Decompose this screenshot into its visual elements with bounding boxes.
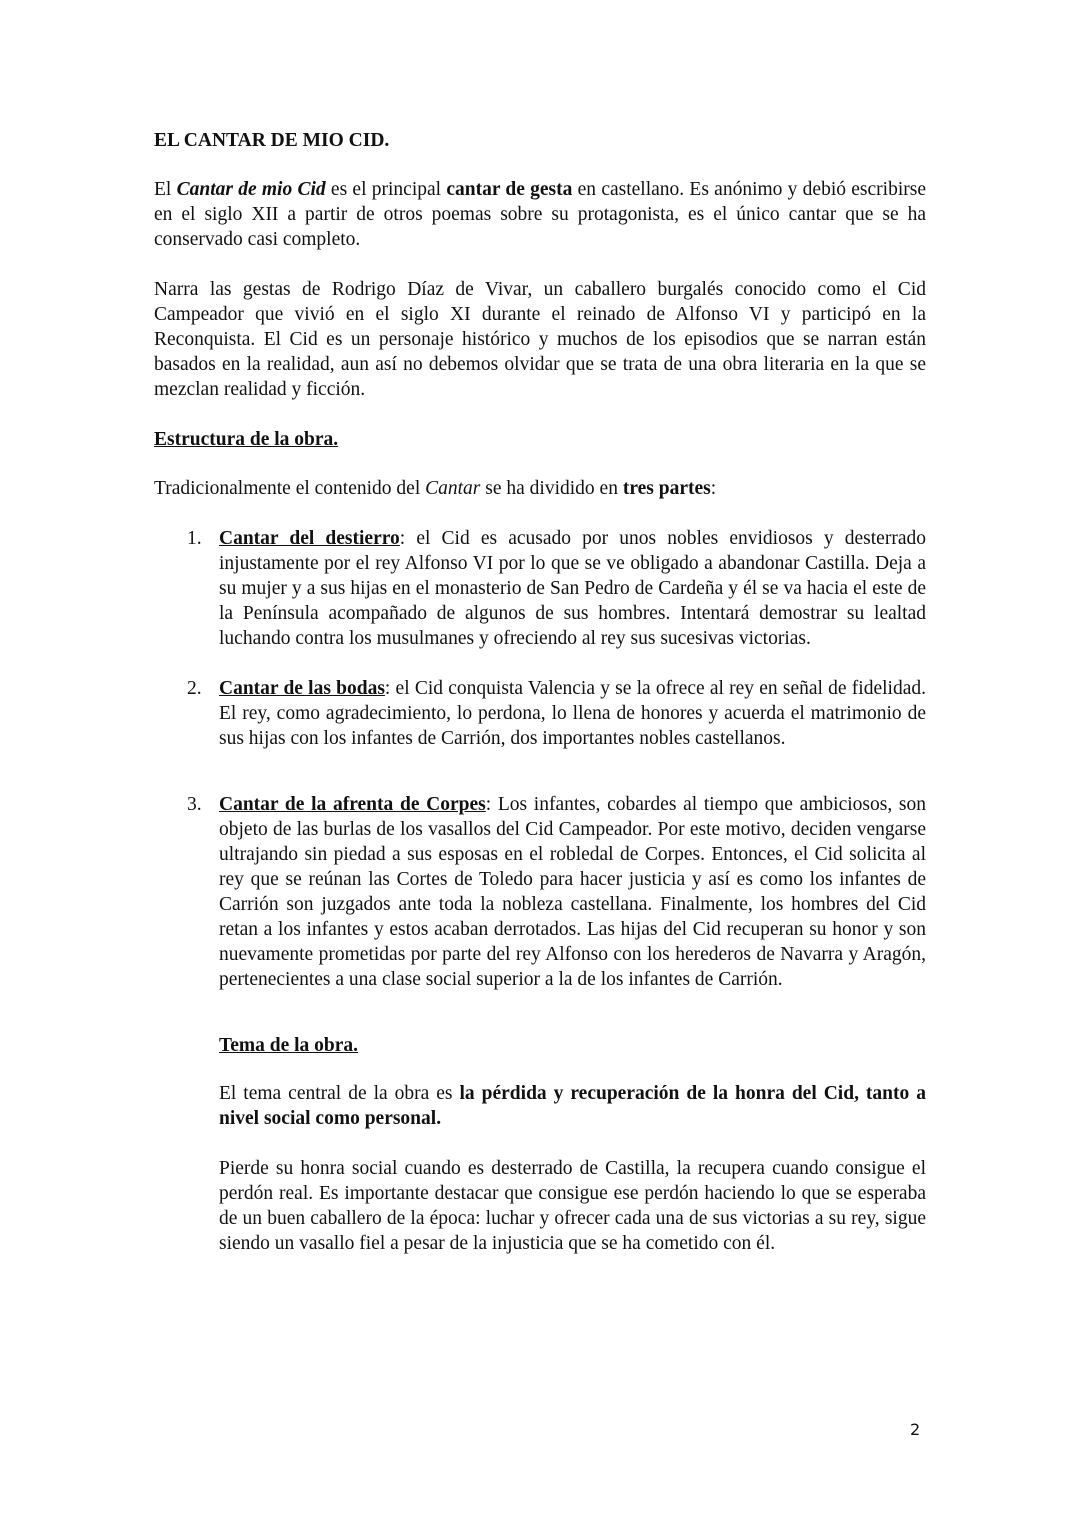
p1-text-a: El [154,179,177,200]
tema-paragraph-1 [219,1081,926,1131]
part-term: Cantar del destierro [219,528,400,549]
work-title: Cantar de mio Cid [176,179,326,200]
tema-section [154,1033,926,1256]
structure-intro [154,476,926,501]
list-item [154,792,926,992]
document-title: EL CANTAR DE MIO CID. [154,130,390,151]
list-number: 1. [187,528,202,549]
section-heading-estructura: Estructura de la obra. [154,429,339,450]
part-text: : el Cid conquista Valencia y se la ofrece al rey en señal de fidelidad. El rey, como agradecimiento, lo perdona, lo llena de honores y acuerda el matrimonio de sus hijas con los infantes de Carrión, dos importantes nobles castellanos. [219,678,926,749]
part-text: : Los infantes, cobardes al tiempo que ambiciosos, son objeto de las burlas de los vasallos del Cid Campeador. Por este motivo, deciden vengarse ultrajando sin piedad a sus esposas en el robledal de Corpes. Entonces, el Cid solicita al rey que se reúnan las Cortes de Toledo para hacer justicia y así es como los infantes de Carrión son juzgados ante toda la nobleza castellana. Finalmente, los hombres del Cid retan a los infantes y estos acaban derrotados. Las hijas del Cid recuperan su honor y son nuevamente prometidas por parte del rey Alfonso con los herederos de Navarra y Aragón, pertenecientes a una clase social superior a la de los infantes de Carrión. [219,794,926,990]
parts-list [154,526,926,992]
intro-paragraph [154,177,926,252]
list-number: 3. [187,794,202,815]
p1-text-e: en castellano. Es anónimo y debió escribirse en el siglo XII a partir de otros poemas sobre su protagonista, es el único cantar que se ha conservado casi completo. [154,179,926,250]
cantar-italic: Cantar [425,478,481,499]
tema-bold-statement: la pérdida y recuperación de la honra del Cid, tanto a nivel social como personal. [219,1083,926,1129]
intro-text-c: se ha dividido en [480,478,623,499]
tema-text-a: El tema central de la obra es [219,1083,460,1104]
p1-text-c: es el principal [325,179,447,200]
part-text: : el Cid es acusado por unos nobles envidiosos y desterrado injustamente por el rey Alfonso VI por lo que se ve obligado a abandonar Castilla. Deja a su mujer y a sus hijas en el monasterio de San Pedro de Cardeña y él se va hacia el este de la Península acompañado de algunos de sus hombres. Intentará demostrar su lealtad luchando contra los musulmanes y ofreciendo al rey sus sucesivas victorias. [219,528,926,649]
narrative-paragraph: Narra las gestas de Rodrigo Díaz de Vivar, un caballero burgalés conocido como el Cid Campeador que vivió en el siglo XI durante el reinado de Alfonso VI y participó en la Reconquista. El Cid es un personaje histórico y muchos de los episodios que se narran están basados en la realidad, aun así no debemos olvidar que se trata de una obra literaria en la que se mezclan realidad y ficción. [154,279,926,400]
part-term: Cantar de la afrenta de Corpes [219,794,486,815]
part-term: Cantar de las bodas [219,678,385,699]
tres-partes-term: tres partes [622,478,711,499]
intro-text-a: Tradicionalmente el contenido del [154,478,426,499]
cantar-de-gesta-term: cantar de gesta [446,179,573,200]
list-number: 2. [187,678,202,699]
section-heading-tema: Tema de la obra. [219,1035,359,1056]
document-page [154,128,926,1256]
list-item [154,526,926,651]
list-item [154,676,926,751]
page-number: 2 [910,1420,921,1439]
intro-text-e: : [710,478,717,499]
tema-paragraph-2: Pierde su honra social cuando es desterrado de Castilla, la recupera cuando consigue el perdón real. Es importante destacar que consigue ese perdón haciendo lo que se esperaba de un buen caballero de la época: luchar y ofrecer cada una de sus victorias a su rey, sigue siendo un vasallo fiel a pesar de la injusticia que se ha cometido con él. [219,1158,926,1254]
